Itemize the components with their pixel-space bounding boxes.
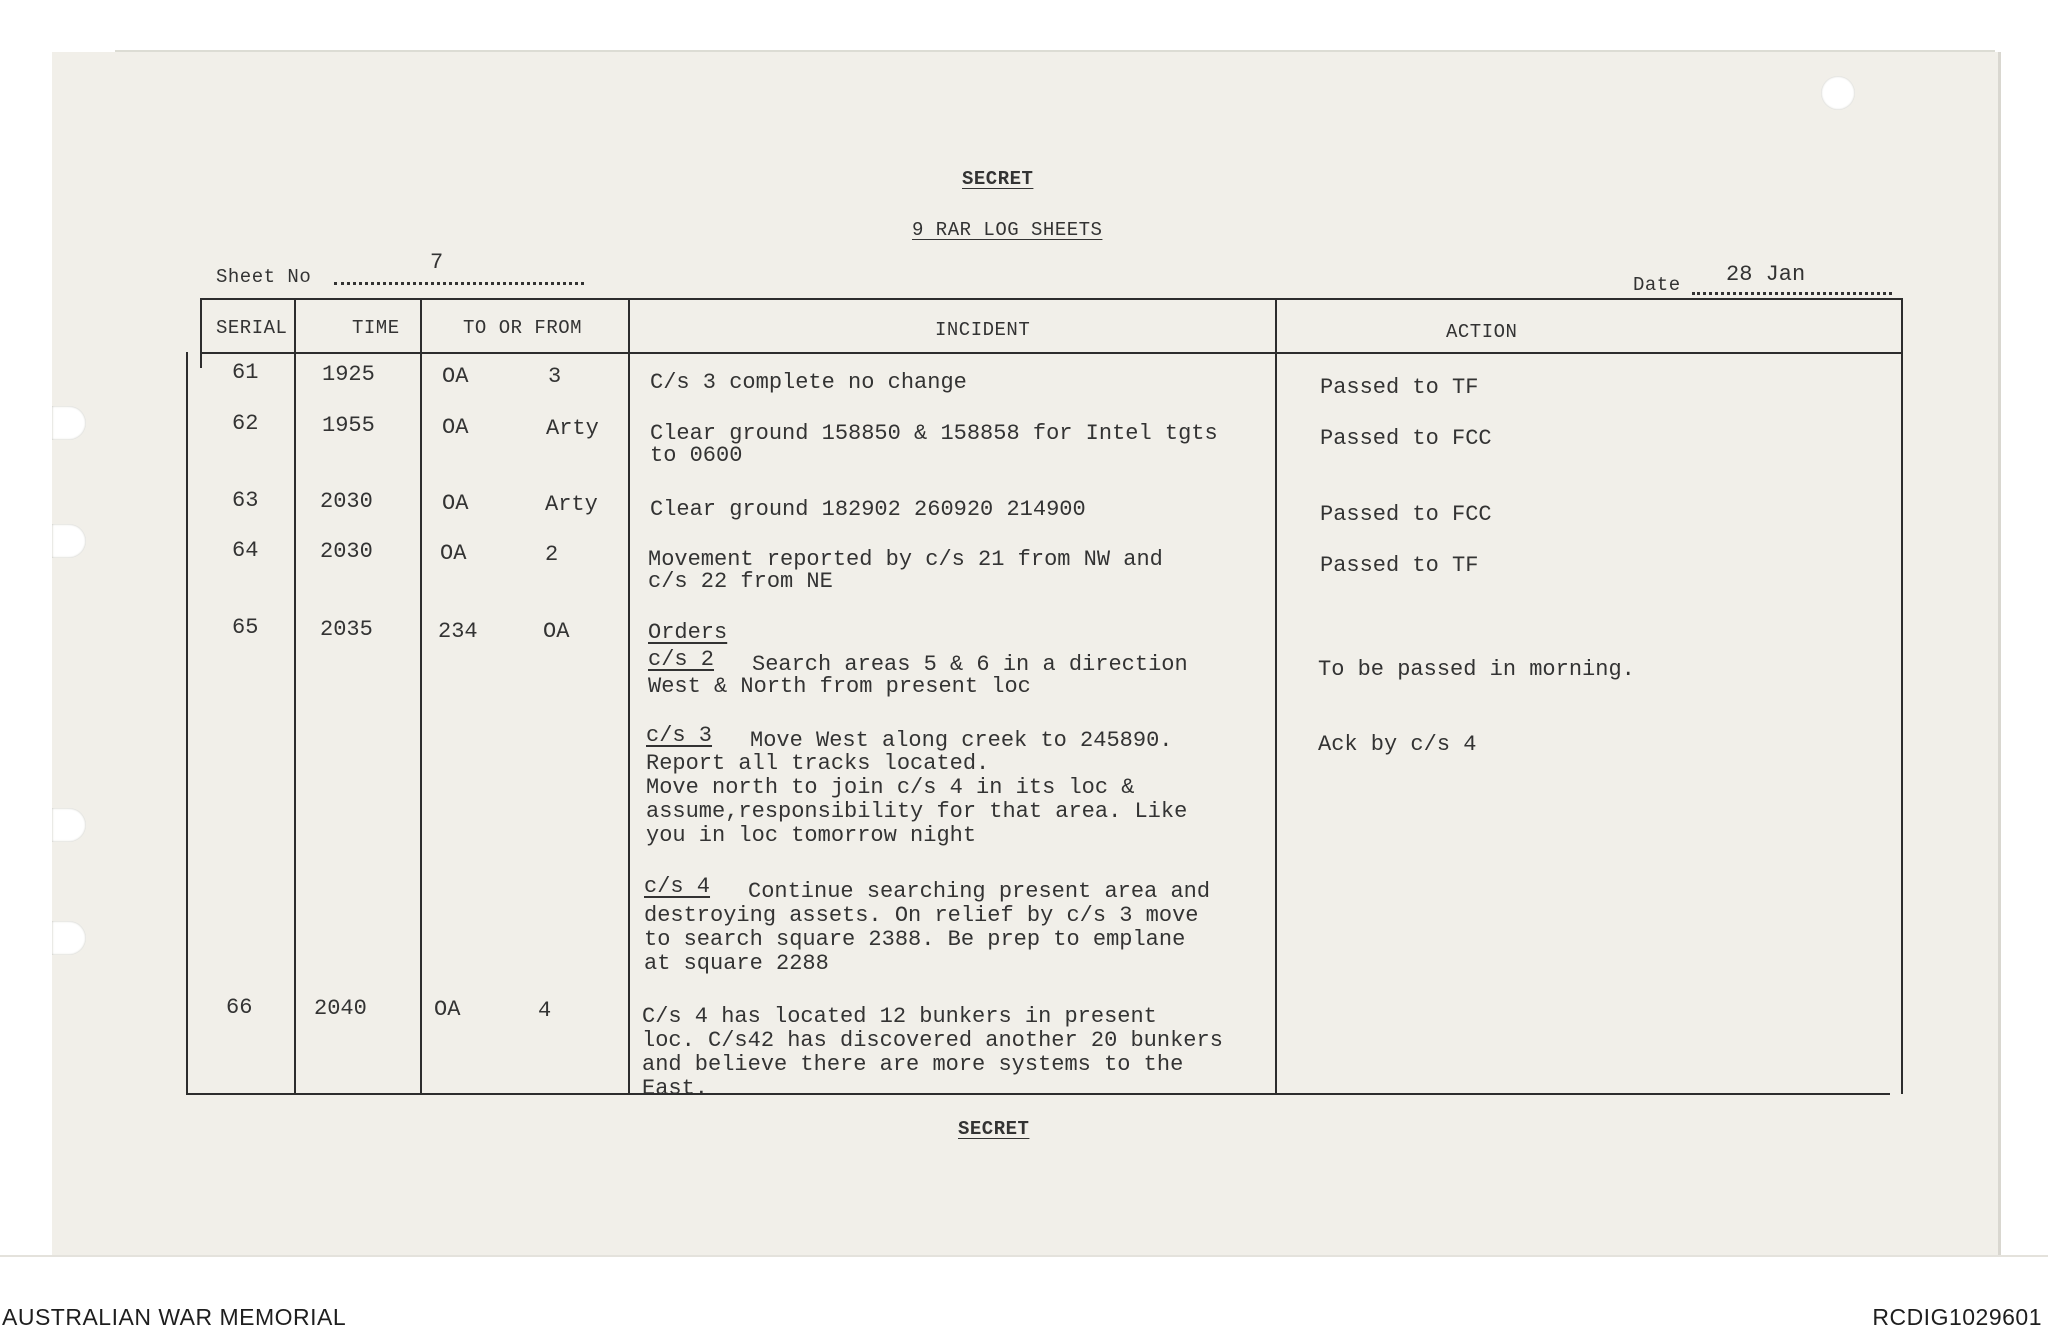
row-65-order-1-callsign: c/s 2 (648, 647, 715, 672)
table-top-border (200, 298, 1902, 300)
archive-source-label: AUSTRALIAN WAR MEMORIAL (2, 1304, 347, 1330)
row-65-order-3-line-2: destroying assets. On relief by c/s 3 move (644, 903, 1199, 928)
row-65-order-2-line-2: Report all tracks located. (646, 751, 990, 776)
row-65-time: 2035 (320, 617, 373, 642)
row-66-from: OA (434, 997, 461, 1022)
row-63-time: 2030 (320, 489, 373, 514)
column-divider-incident-action (1275, 298, 1277, 1094)
row-65-order-1-line-2: West & North from present loc (648, 674, 1031, 699)
page-bottom-edge (0, 1255, 2048, 1257)
column-divider-serial-time (294, 298, 296, 1094)
row-65-orders-heading: Orders (648, 620, 728, 645)
date-label: Date (1633, 274, 1681, 296)
row-66-incident-line-2: loc. C/s42 has discovered another 20 bunkers (642, 1028, 1223, 1053)
row-64-action: Passed to TF (1320, 553, 1479, 578)
row-66-incident-line-1: C/s 4 has located 12 bunkers in present (642, 1004, 1157, 1029)
header-action: ACTION (1446, 321, 1518, 343)
row-65-serial: 65 (232, 615, 259, 640)
row-65-order-2-callsign: c/s 3 (646, 723, 713, 748)
row-63-to: Arty (545, 492, 598, 517)
row-65-action: To be passed in morning. (1318, 657, 1635, 682)
row-64-to: 2 (545, 542, 559, 567)
row-63-action: Passed to FCC (1320, 502, 1492, 527)
column-divider-time-toorfrom (420, 298, 422, 1094)
classification-bottom: SECRET (958, 1118, 1030, 1140)
row-63-serial: 63 (232, 488, 259, 513)
table-left-border-lower (186, 352, 188, 1094)
row-62-from: OA (442, 415, 469, 440)
row-65-order-1-line-1: Search areas 5 & 6 in a direction (752, 652, 1188, 677)
date-value: 28 Jan (1726, 262, 1806, 287)
row-62-incident-line-1: Clear ground 158850 & 158858 for Intel tgts (650, 421, 1218, 446)
row-65-order-3-line-1: Continue searching present area and (748, 879, 1211, 904)
row-62-action: Passed to FCC (1320, 426, 1492, 451)
row-62-incident-line-2: to 0600 (650, 443, 743, 468)
row-61-from: OA (442, 364, 469, 389)
row-66-incident-line-4: East. (642, 1076, 709, 1093)
row-61-serial: 61 (232, 360, 259, 385)
table-header-divider (202, 352, 1902, 354)
sheet-no-label: Sheet No (216, 266, 312, 288)
row-64-from: OA (440, 541, 467, 566)
row-64-serial: 64 (232, 538, 259, 563)
header-to-or-from: TO OR FROM (463, 317, 583, 339)
row-63-from: OA (442, 491, 469, 516)
row-62-to: Arty (546, 416, 599, 441)
row-66-to: 4 (538, 998, 552, 1023)
row-65-order-3-line-3: to search square 2388. Be prep to emplane (644, 927, 1186, 952)
punch-hole-left-2 (52, 524, 86, 558)
header-time: TIME (352, 317, 400, 339)
row-63-incident: Clear ground 182902 260920 214900 (650, 497, 1086, 522)
row-64-incident-line-2: c/s 22 from NE (648, 569, 833, 594)
document-title: 9 RAR LOG SHEETS (912, 219, 1103, 241)
row-65-action-2: Ack by c/s 4 (1318, 732, 1477, 757)
date-dotted-line (1692, 292, 1892, 295)
row-65-order-2-line-3: Move north to join c/s 4 in its loc & (646, 775, 1135, 800)
row-65-order-3-line-4: at square 2288 (644, 951, 829, 976)
row-61-action: Passed to TF (1320, 375, 1479, 400)
row-65-order-3-callsign: c/s 4 (644, 874, 711, 899)
sheet-no-dotted-line (334, 282, 584, 285)
header-incident: INCIDENT (935, 319, 1031, 341)
header-serial: SERIAL (216, 317, 288, 339)
row-65-order-2-line-4: assume,responsibility for that area. Like (646, 799, 1188, 824)
row-62-serial: 62 (232, 411, 259, 436)
punch-hole-left-3 (52, 808, 86, 842)
sheet-no-value: 7 (430, 250, 444, 275)
row-65-order-2-line-1: Move West along creek to 245890. (750, 728, 1173, 753)
punch-hole-left-4 (52, 921, 86, 955)
table-left-border (200, 298, 202, 368)
row-65-to: OA (543, 619, 570, 644)
punch-hole-top-right (1821, 76, 1855, 110)
row-65-order-2-line-5: you in loc tomorrow night (646, 823, 977, 848)
archive-record-id: RCDIG1029601 (1872, 1304, 2042, 1330)
table-bottom-border (186, 1093, 1890, 1095)
punch-hole-left-1 (52, 406, 86, 440)
row-66-serial: 66 (226, 995, 253, 1020)
row-61-incident: C/s 3 complete no change (650, 370, 967, 395)
column-divider-toorfrom-incident (628, 298, 630, 1094)
classification-top: SECRET (962, 168, 1034, 190)
row-66-incident-line-3: and believe there are more systems to the (642, 1052, 1184, 1077)
row-64-time: 2030 (320, 539, 373, 564)
row-61-to: 3 (548, 364, 562, 389)
row-61-time: 1925 (322, 362, 375, 387)
row-66-time: 2040 (314, 996, 367, 1021)
row-62-time: 1955 (322, 413, 375, 438)
table-right-border (1901, 298, 1903, 1094)
row-64-incident-line-1: Movement reported by c/s 21 from NW and (648, 547, 1163, 572)
row-65-from: 234 (438, 619, 478, 644)
scan-background-top (0, 0, 2048, 52)
